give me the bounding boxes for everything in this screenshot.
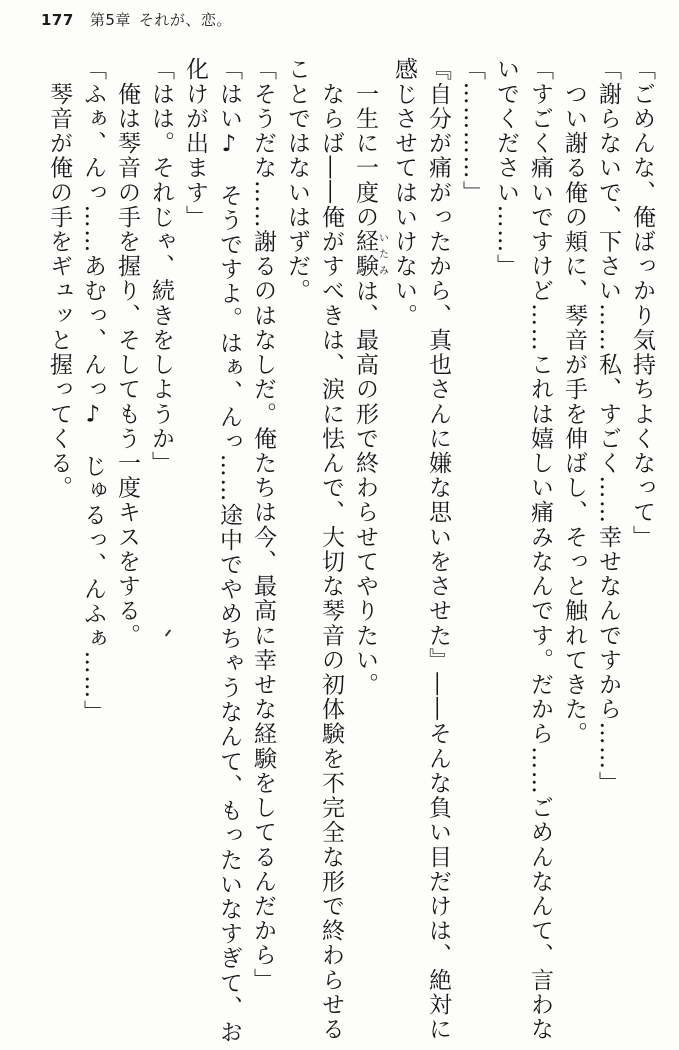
ruby-text: いたみ <box>376 229 388 279</box>
chapter-label: 第5章 <box>89 11 131 29</box>
paragraph-dialogue: 「すごく痛いですけど……これは嬉しい痛みなんです。だから……ごめんなんて、言わないでください……」 <box>493 57 553 1042</box>
ruby-annotation <box>352 229 388 279</box>
ruby-pre-text: 一生に一度の <box>352 57 378 230</box>
ruby-base: 経験 <box>352 229 378 279</box>
paragraph-dialogue: 「はは。それじゃ、続きをしようか」 <box>148 57 174 476</box>
paragraph-dialogue: 「ふぁ、んっ……あむっ、んっ♪ じゅるっ、んふぁ……」 <box>80 57 106 725</box>
paragraph-dialogue: 「はい♪ そうですよ。はぁ、んっ……途中でやめちゃうなんて、もったいなすぎて、お化けが出ます」 <box>182 57 242 1045</box>
ruby-post-text: は、最高の形で終わらせてやりたい。 <box>352 278 378 697</box>
paragraph-narration: 琴音が俺の手をギュッと握ってくる。 <box>46 57 72 500</box>
paragraph-narration: つい謝る俺の頬に、琴音が手を伸ばし、そっと触れてきた。 <box>561 57 587 747</box>
paragraph-dialogue: 「謝らないで、下さい……私、すごく……幸せなんですから……」 <box>595 57 621 796</box>
vertical-text-block <box>42 57 659 1045</box>
paragraph-dialogue: 「そうだな……謝るのはなしだ。俺たちは今、最高に幸せな経験をしてるんだから」 <box>250 57 276 993</box>
paragraph-dialogue: 「…………」 <box>459 57 485 205</box>
paragraph-narration-with-ruby <box>348 57 387 1045</box>
paragraph-narration: 『自分が痛がったから、真也さんに嫌な思いをさせた』――そんな負い目だけは、絶対に感じさせてはいけない。 <box>391 57 451 1042</box>
chapter-title: それが、恋。 <box>138 11 232 29</box>
paragraph-narration: 俺は琴音の手を握り、そしてもう一度キスをする。 <box>114 57 140 648</box>
page-header <box>41 9 232 30</box>
paragraph-narration: ならば――俺がすべきは、涙に怯んで、大切な琴音の初体験を不完全な形で終わらせることではないはずだ。 <box>284 57 344 1042</box>
page-number: 177 <box>41 11 74 29</box>
paragraph-dialogue: 「ごめんな、俺ばっかり気持ちよくなって」 <box>629 57 655 550</box>
